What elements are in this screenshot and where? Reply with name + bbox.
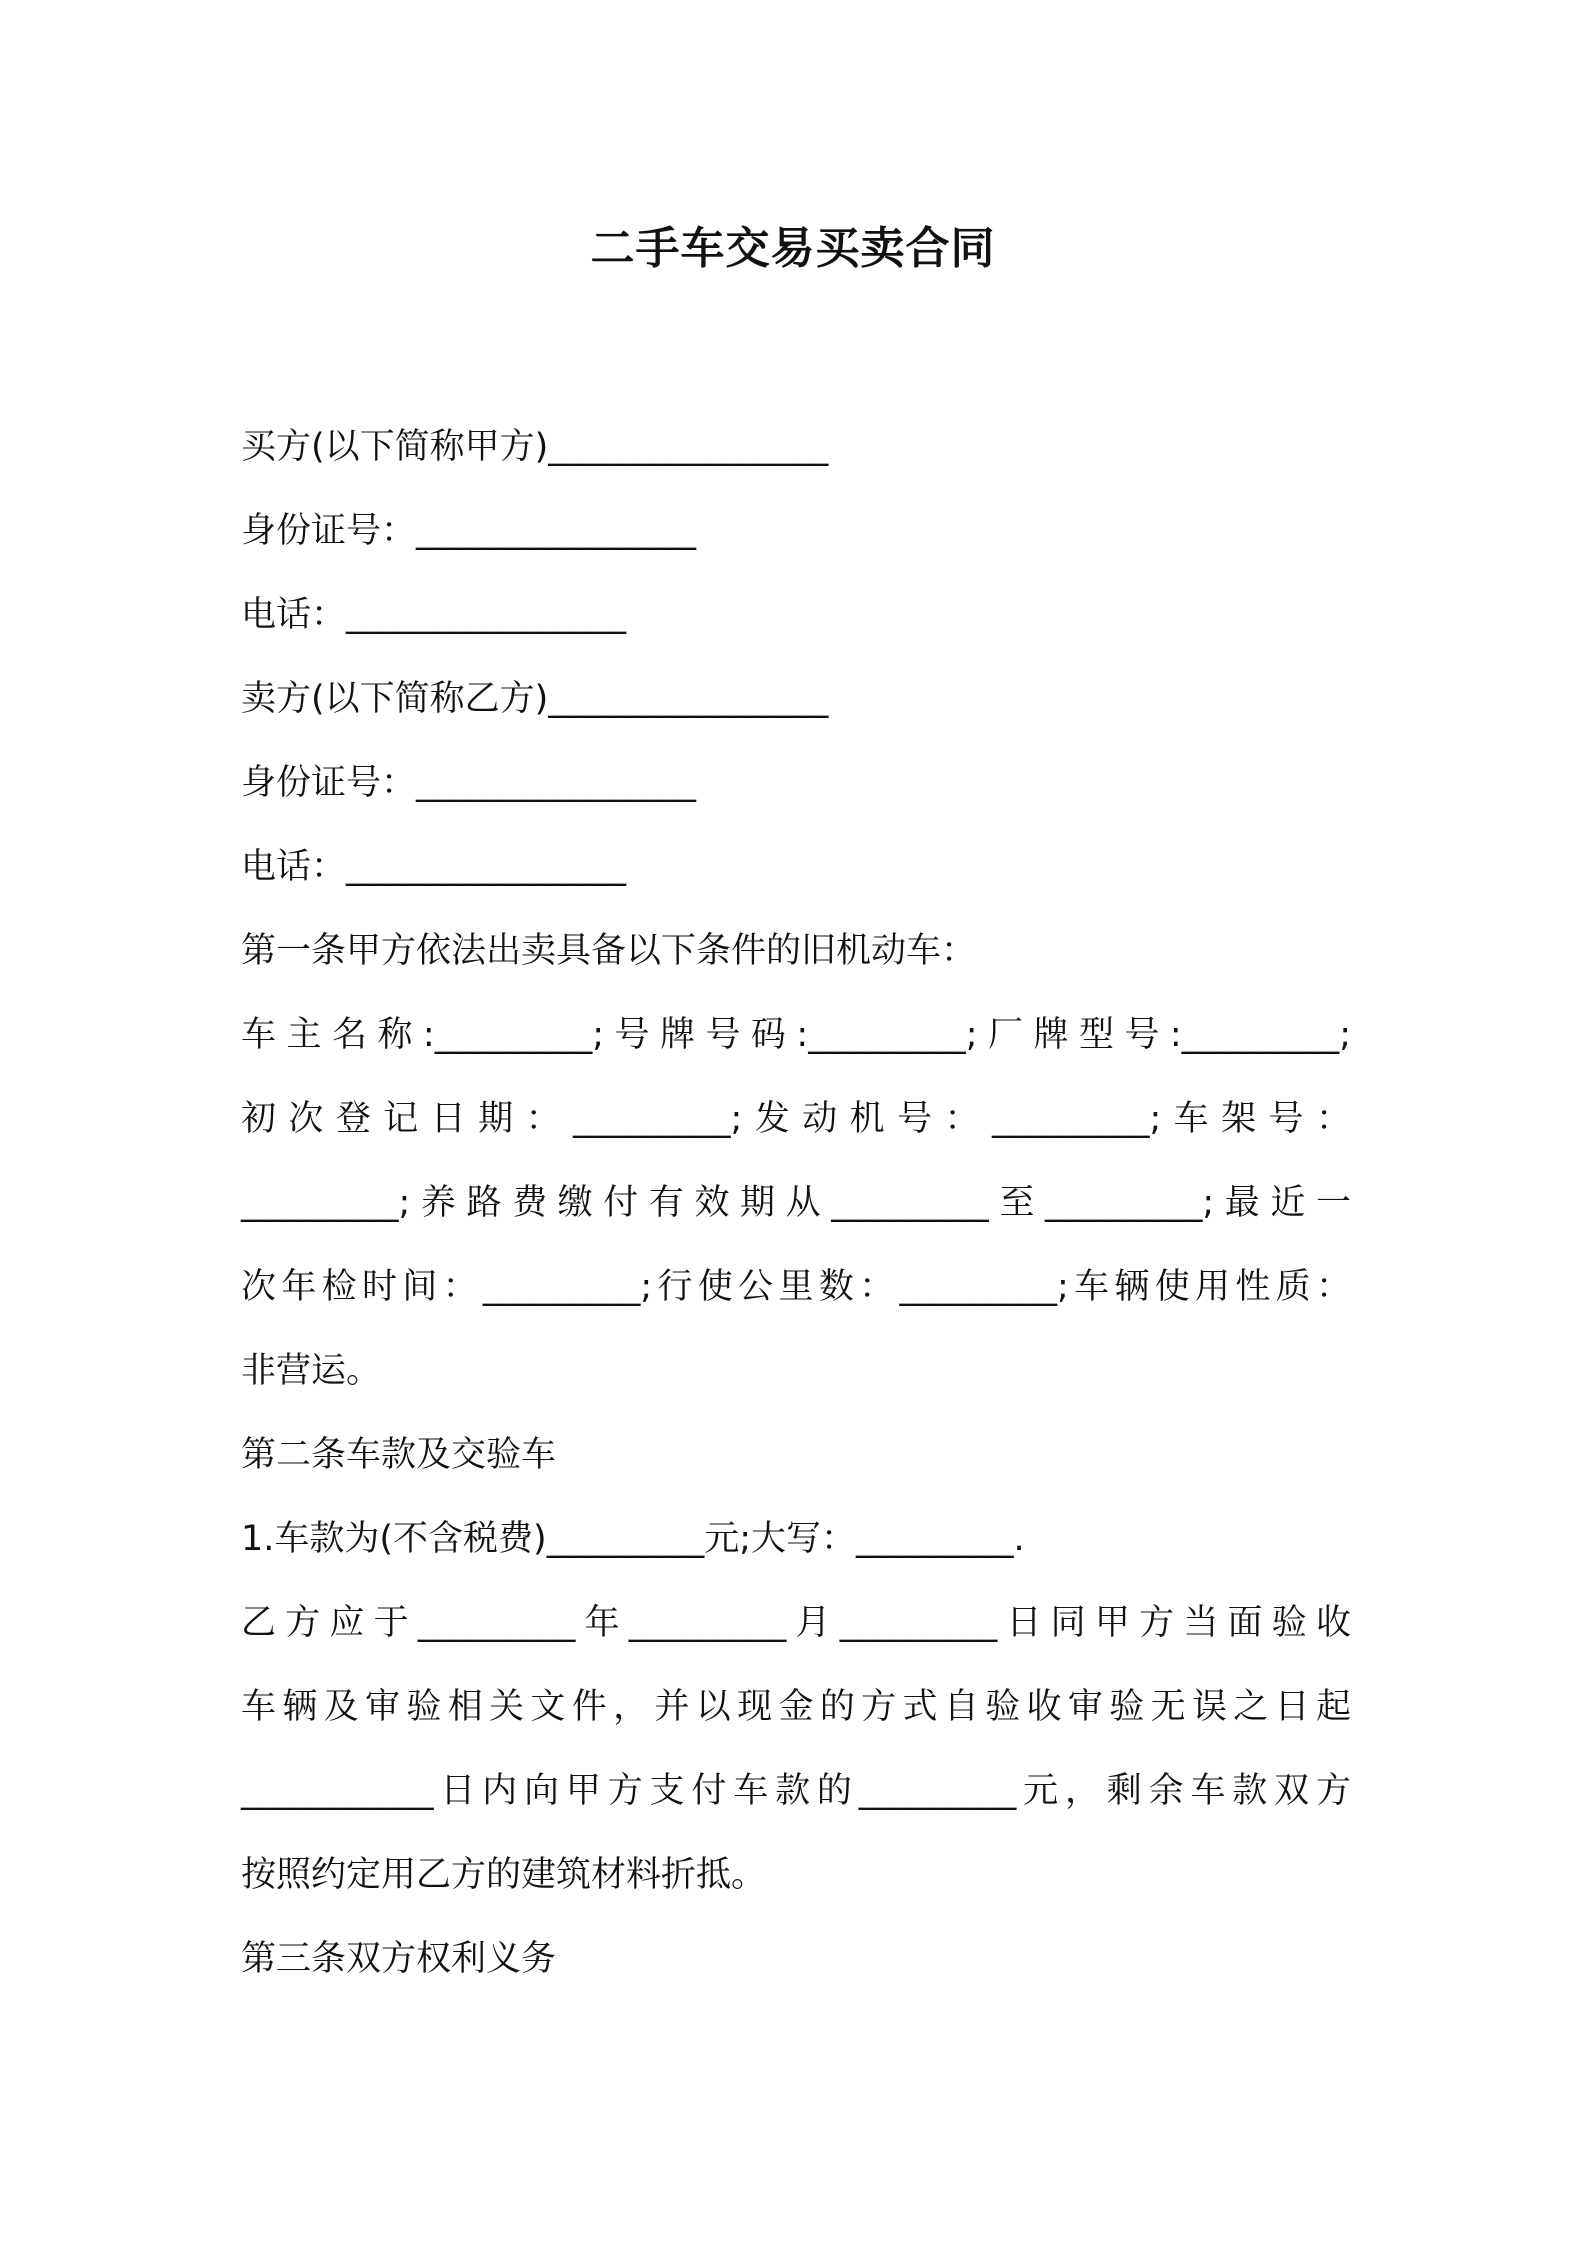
seller-id-line: 身份证号：________________ (241, 763, 697, 803)
article-one-line-5: 非营运。 (241, 1351, 382, 1391)
article-one-line-2: 初次登记日期：_________;发动机号：_________;车架号： (241, 1099, 1351, 1139)
contract-title: 二手车交易买卖合同 (590, 223, 996, 274)
article-three-heading: 第三条双方权利义务 (241, 1939, 557, 1979)
article-two-line-4: 按照约定用乙方的建筑材料折抵。 (241, 1855, 767, 1895)
seller-phone-line: 电话：________________ (241, 847, 627, 887)
article-one-line-3: _________;养路费缴付有效期从_________至_________;最近一 (241, 1183, 1351, 1223)
seller-line: 卖方(以下简称乙方)________________ (241, 679, 829, 719)
buyer-phone-line: 电话：________________ (241, 595, 627, 635)
buyer-id-line: 身份证号：________________ (241, 511, 697, 551)
contract-body (241, 405, 1351, 2001)
article-two-price-line: 1.车款为(不含税费)_________元;大写：_________. (241, 1519, 1025, 1559)
article-two-line-3: ___________日内向甲方支付车款的_________元，剩余车款双方 (241, 1771, 1351, 1811)
article-one-heading: 第一条甲方依法出卖具备以下条件的旧机动车： (241, 931, 977, 971)
article-two-heading: 第二条车款及交验车 (241, 1435, 557, 1475)
article-two-line-2: 车辆及审验相关文件，并以现金的方式自验收审验无误之日起 (241, 1687, 1351, 1727)
buyer-line: 买方(以下简称甲方)________________ (241, 427, 829, 467)
article-one-line-1: 车主名称:_________;号牌号码:_________;厂牌型号:_________; (241, 1015, 1351, 1055)
article-two-line-1: 乙方应于_________年_________月_________日同甲方当面验收 (241, 1603, 1351, 1643)
article-one-line-4: 次年检时间：_________;行使公里数：_________;车辆使用性质： (241, 1267, 1351, 1307)
